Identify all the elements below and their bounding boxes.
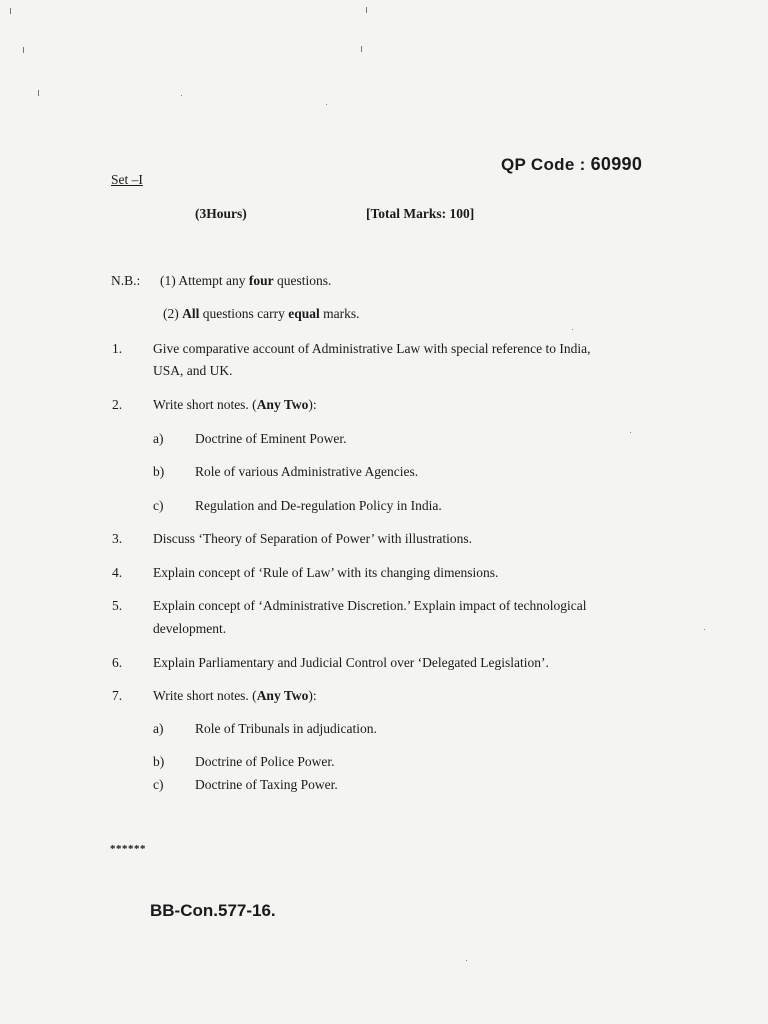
question-text: Give comparative account of Administrative Law with special reference to India, (153, 341, 591, 356)
question-number: 5. (112, 598, 123, 613)
qp-code-number: 60990 (590, 154, 643, 174)
sub-question-text: Regulation and De-regulation Policy in India. (195, 498, 442, 513)
scan-mark (10, 8, 11, 14)
sub-question-text: Doctrine of Taxing Power. (195, 777, 338, 792)
sub-question-label: a) (153, 431, 164, 446)
scan-mark (38, 90, 39, 96)
scan-speck (704, 629, 705, 630)
question-number: 2. (112, 397, 123, 412)
question-emphasis: Any Two (256, 397, 309, 412)
instruction-emphasis: All (182, 306, 200, 321)
scan-mark (23, 47, 24, 53)
scan-speck (630, 432, 631, 433)
question-text-part: Write short notes. ( (153, 688, 257, 703)
sub-question-label: c) (153, 498, 164, 513)
sub-question-label: b) (153, 754, 165, 769)
question-text-part: ): (308, 397, 317, 412)
scan-speck (572, 329, 573, 330)
instruction-1 (160, 273, 331, 289)
end-marker: ****** (110, 843, 146, 855)
set-label: Set –I (111, 172, 143, 187)
question-number: 6. (112, 655, 123, 670)
instruction-text: marks. (319, 306, 360, 321)
question-text: Explain concept of ‘Administrative Discretion.’ Explain impact of technological (153, 598, 587, 613)
footer-code: BB-Con.577-16. (150, 901, 276, 920)
question-text-part: Write short notes. ( (153, 397, 257, 412)
question-number: 3. (112, 531, 123, 546)
question-text: USA, and UK. (153, 363, 233, 378)
scan-speck (466, 960, 467, 961)
question-text-part: ): (308, 688, 317, 703)
duration: (3Hours) (195, 206, 247, 221)
instruction-2 (163, 306, 360, 322)
instruction-text: (1) Attempt any (160, 273, 249, 288)
instruction-text: questions. (273, 273, 332, 288)
question-text (153, 397, 317, 413)
instruction-text: (2) (163, 306, 183, 321)
qp-code (501, 154, 642, 175)
question-text: Discuss ‘Theory of Separation of Power’ with illustrations. (153, 531, 472, 546)
nb-label: N.B.: (111, 273, 141, 288)
instruction-emphasis: equal (288, 306, 320, 321)
sub-question-label: a) (153, 721, 164, 736)
qp-code-label: QP Code : (501, 155, 591, 174)
total-marks: [Total Marks: 100] (366, 206, 475, 221)
question-text: Explain concept of ‘Rule of Law’ with its changing dimensions. (153, 565, 499, 580)
sub-question-text: Doctrine of Police Power. (195, 754, 335, 769)
question-number: 4. (112, 565, 123, 580)
question-number: 1. (112, 341, 123, 356)
question-number: 7. (112, 688, 123, 703)
instruction-emphasis: four (248, 273, 274, 288)
question-text: development. (153, 621, 227, 636)
question-text: Explain Parliamentary and Judicial Control over ‘Delegated Legislation’. (153, 655, 549, 670)
scan-mark (361, 46, 362, 52)
sub-question-label: b) (153, 464, 165, 479)
sub-question-text: Role of various Administrative Agencies. (195, 464, 419, 479)
question-emphasis: Any Two (256, 688, 309, 703)
sub-question-label: c) (153, 777, 164, 792)
scan-mark (366, 7, 367, 13)
sub-question-text: Role of Tribunals in adjudication. (195, 721, 377, 736)
sub-question-text: Doctrine of Eminent Power. (195, 431, 347, 446)
scan-speck (326, 104, 327, 105)
scan-speck (181, 95, 182, 96)
instruction-text: questions carry (199, 306, 289, 321)
question-text (153, 688, 317, 704)
